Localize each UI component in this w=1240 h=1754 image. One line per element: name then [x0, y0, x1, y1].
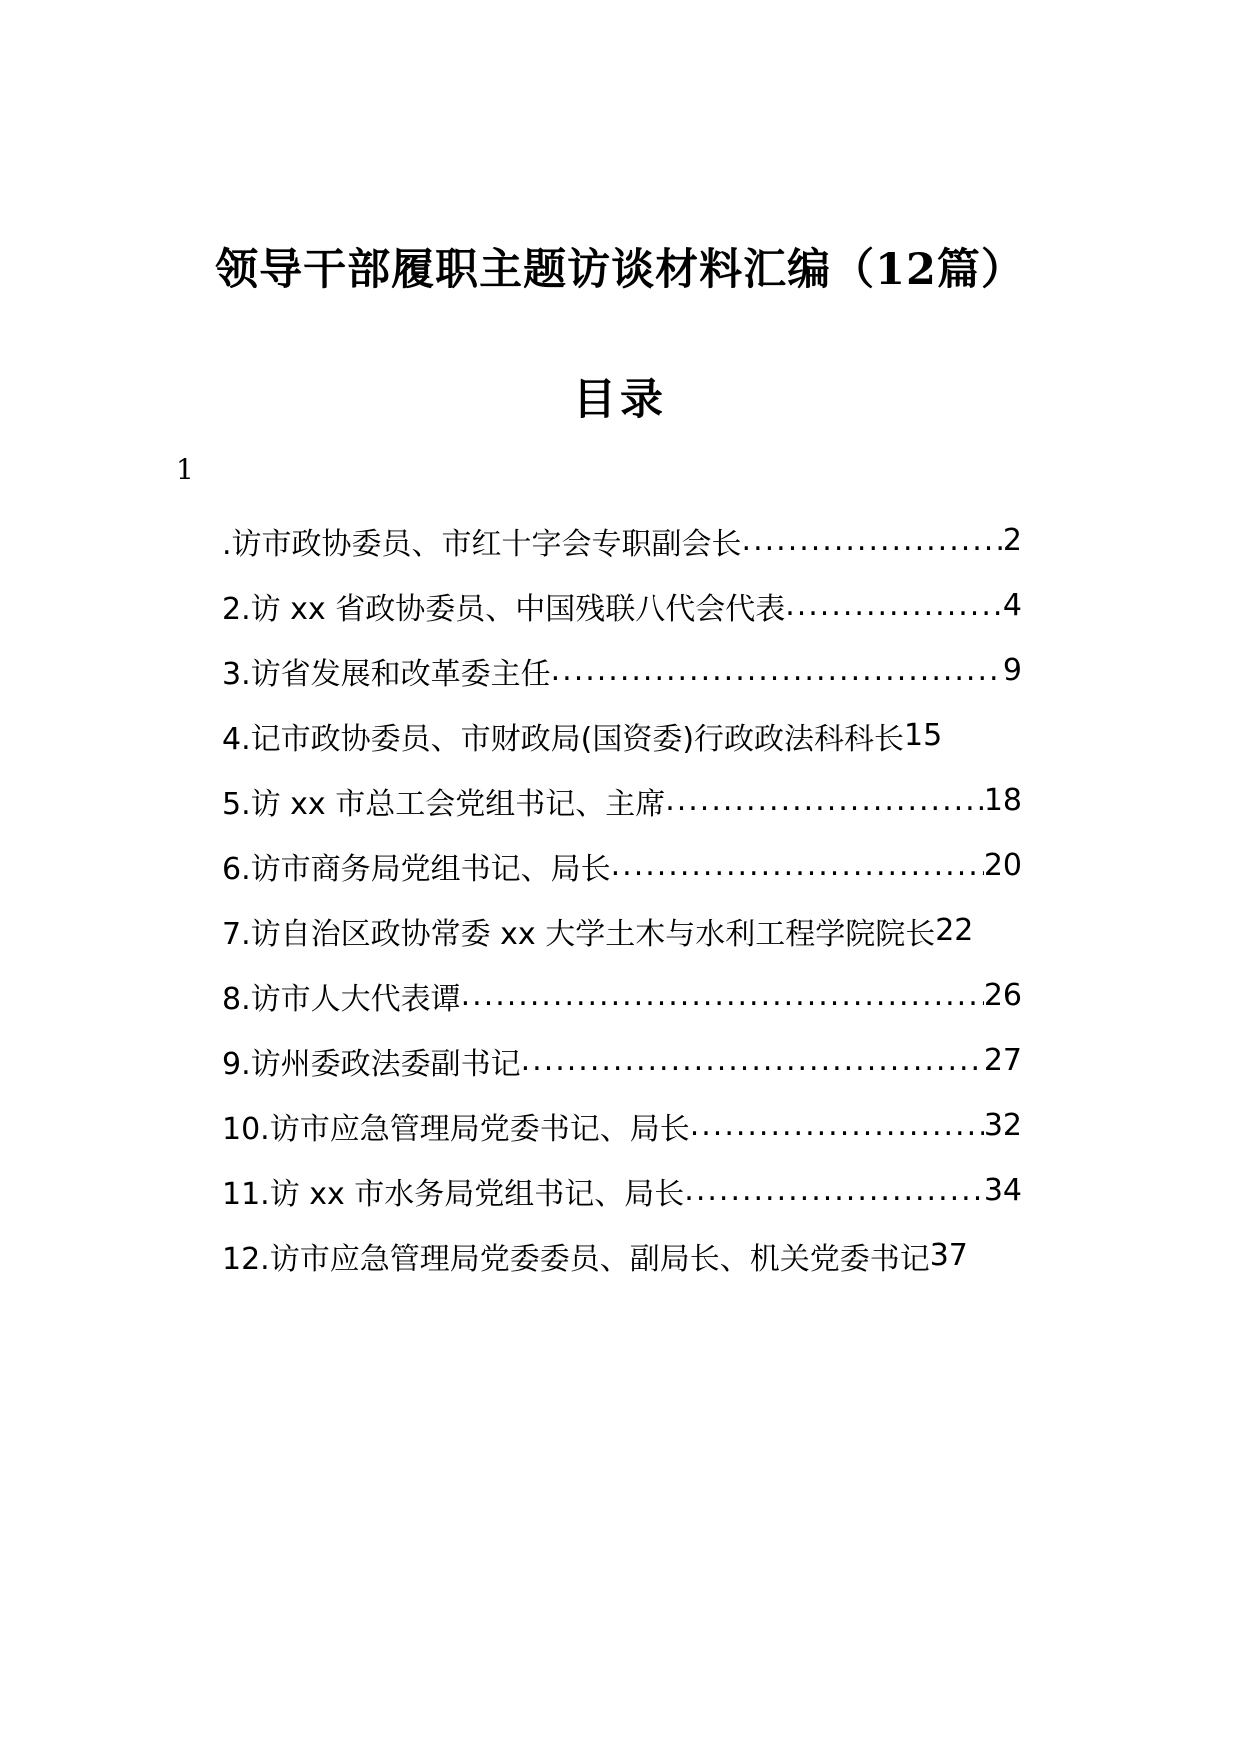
toc-dot-leader [742, 523, 1003, 558]
toc-dot-leader [611, 848, 984, 883]
toc-entry-title: 4.记市政协委员、市财政局(国资委)行政政法科科长 [222, 721, 905, 757]
toc-entry[interactable] [222, 638, 1022, 703]
document-title: 领导干部履职主题访谈材料汇编（12篇） [215, 245, 1025, 295]
toc-dot-leader [684, 1173, 984, 1208]
toc-entry-title: 3.访省发展和改革委主任 [222, 656, 551, 692]
toc-entry-title: 7.访自治区政协常委 xx 大学土木与水利工程学院院长 [222, 916, 936, 952]
toc-entry-title: 11.访 xx 市水务局党组书记、局长 [222, 1176, 685, 1212]
toc-entry-page: 22 [935, 913, 974, 948]
toc-entry[interactable] [222, 1158, 1022, 1223]
toc-entry[interactable] [222, 898, 1052, 963]
toc-entry[interactable] [222, 573, 1022, 638]
toc-entry-page: 9 [1002, 653, 1022, 688]
toc-dot-leader [461, 978, 984, 1013]
toc-entry[interactable] [222, 1093, 1022, 1158]
toc-entry-page: 26 [983, 978, 1022, 1013]
toc-entry-page: 34 [983, 1173, 1022, 1208]
toc-entry[interactable] [222, 508, 1022, 573]
toc-entry-title: 12.访市应急管理局党委委员、副局长、机关党委书记 [222, 1241, 930, 1277]
toc-dot-leader [785, 588, 1003, 623]
toc-entry[interactable] [222, 768, 1022, 833]
toc-entry-page: 15 [904, 718, 943, 753]
page-number-marker: 1 [176, 453, 194, 486]
toc-entry-page: 2 [1002, 523, 1022, 558]
toc-entry-title: 10.访市应急管理局党委书记、局长 [222, 1111, 690, 1147]
toc-entry-title: 2.访 xx 省政协委员、中国残联八代会代表 [222, 591, 786, 627]
toc-entry-title: 5.访 xx 市总工会党组书记、主席 [222, 786, 666, 822]
toc-dot-leader [521, 1043, 984, 1078]
toc-dot-leader [551, 653, 1003, 688]
toc-entry[interactable] [222, 833, 1022, 898]
toc-entry[interactable] [222, 1223, 1052, 1288]
toc-entry[interactable] [222, 963, 1022, 1028]
toc-entry-page: 18 [983, 783, 1022, 818]
toc-entry-page: 4 [1002, 588, 1022, 623]
toc-entry-title: .访市政协委员、市红十字会专职副会长 [222, 526, 742, 562]
toc-dot-leader [665, 783, 984, 818]
toc-heading: 目录 [573, 375, 667, 425]
toc-entry[interactable] [222, 1028, 1022, 1093]
table-of-contents [222, 508, 1052, 1288]
toc-dot-leader [690, 1108, 984, 1143]
toc-entry-title: 8.访市人大代表谭 [222, 981, 461, 1017]
toc-entry-title: 6.访市商务局党组书记、局长 [222, 851, 611, 887]
toc-entry[interactable] [222, 703, 1052, 768]
toc-entry-page: 27 [983, 1043, 1022, 1078]
toc-entry-page: 37 [929, 1238, 968, 1273]
toc-entry-page: 20 [983, 848, 1022, 883]
toc-entry-title: 9.访州委政法委副书记 [222, 1046, 521, 1082]
toc-entry-page: 32 [983, 1108, 1022, 1143]
